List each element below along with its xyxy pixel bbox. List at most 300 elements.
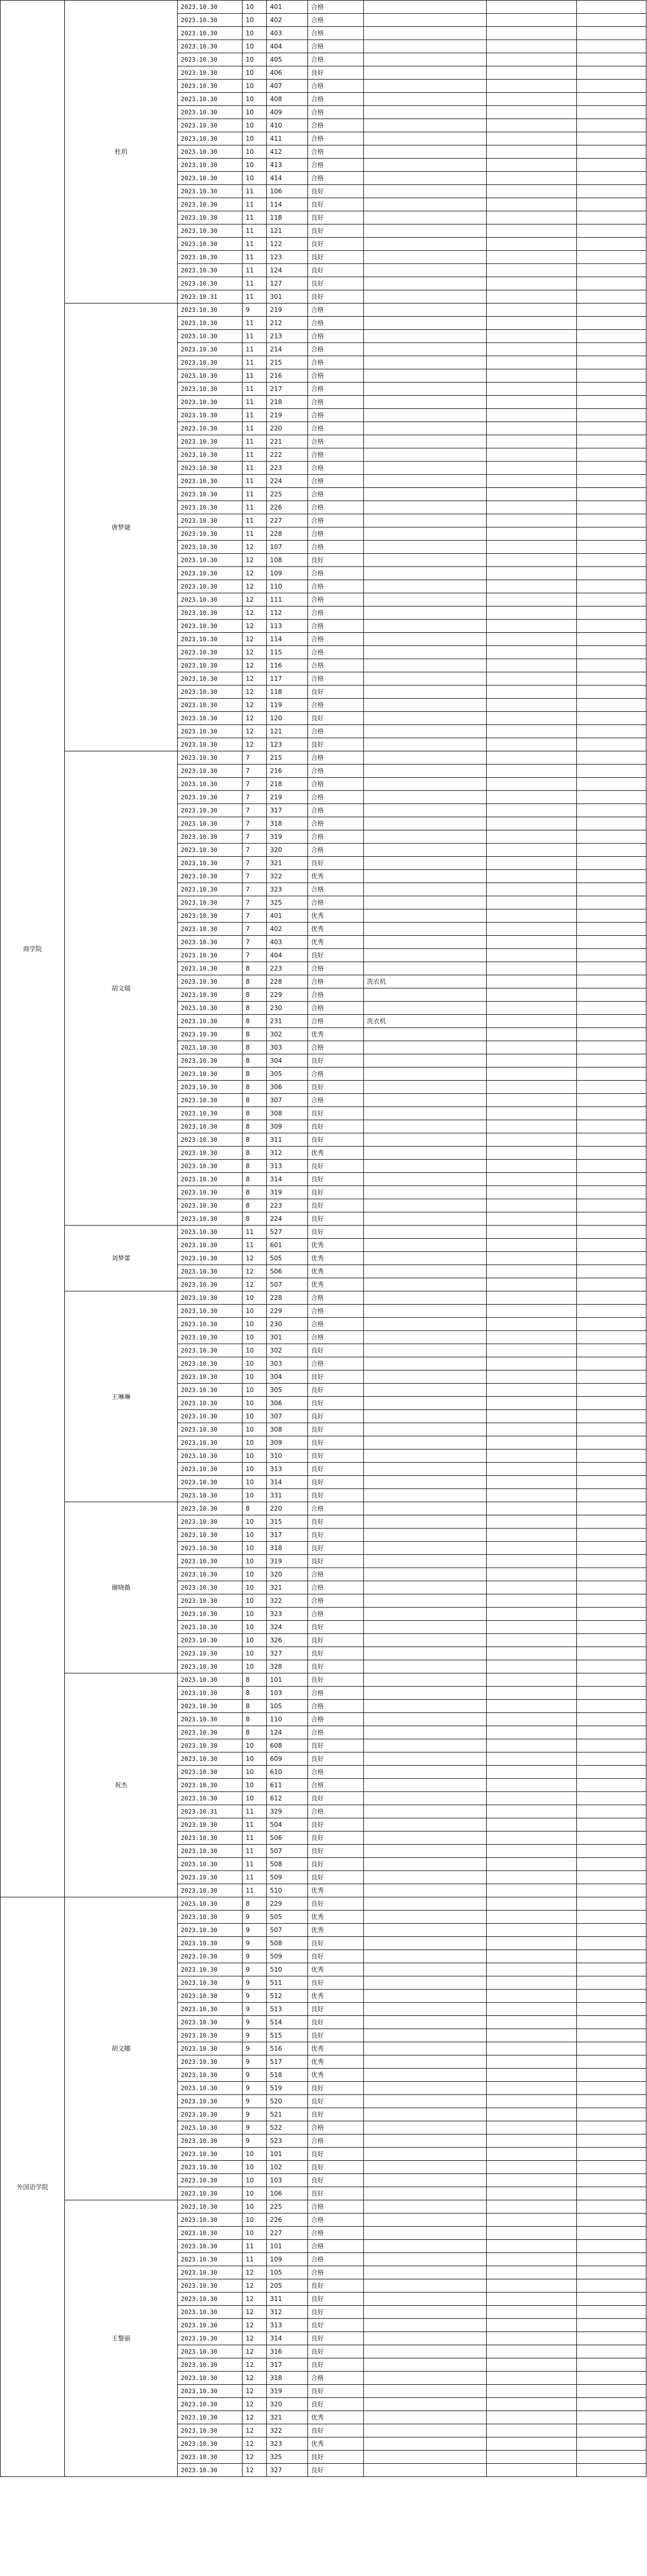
empty-cell <box>487 2055 577 2069</box>
room-cell: 508 <box>267 1937 308 1950</box>
date-cell: 2023.10.30 <box>178 1239 243 1252</box>
note-cell <box>364 2016 487 2029</box>
date-cell: 2023.10.30 <box>178 870 243 883</box>
empty-cell <box>487 14 577 27</box>
note-cell <box>364 1081 487 1094</box>
building-cell: 10 <box>243 132 267 145</box>
date-cell: 2023.10.30 <box>178 317 243 330</box>
building-cell: 8 <box>243 988 267 1002</box>
date-cell: 2023.10.30 <box>178 1067 243 1081</box>
empty-cell <box>577 1147 646 1160</box>
building-cell: 10 <box>243 1752 267 1766</box>
building-cell: 10 <box>243 2227 267 2240</box>
empty-cell <box>487 2095 577 2108</box>
note-cell <box>364 1067 487 1081</box>
grade-cell: 合格 <box>308 80 364 93</box>
empty-cell <box>577 554 646 567</box>
building-cell: 8 <box>243 1094 267 1107</box>
building-cell: 10 <box>243 172 267 185</box>
empty-cell <box>577 1002 646 1015</box>
empty-cell <box>577 80 646 93</box>
note-cell <box>364 1542 487 1555</box>
grade-cell: 良好 <box>308 2332 364 2345</box>
building-cell: 10 <box>243 1660 267 1673</box>
note-cell <box>364 317 487 330</box>
note-cell <box>364 2306 487 2319</box>
empty-cell <box>577 923 646 936</box>
date-cell: 2023.10.30 <box>178 672 243 685</box>
building-cell: 10 <box>243 1581 267 1594</box>
note-cell <box>364 2253 487 2266</box>
room-cell: 325 <box>267 896 308 909</box>
room-cell: 217 <box>267 383 308 396</box>
room-cell: 505 <box>267 1911 308 1924</box>
grade-cell: 良好 <box>308 2385 364 2398</box>
grade-cell: 良好 <box>308 1107 364 1120</box>
room-cell: 508 <box>267 1858 308 1871</box>
date-cell: 2023.10.30 <box>178 791 243 804</box>
grade-cell: 良好 <box>308 185 364 198</box>
table-row <box>1 1226 646 1239</box>
empty-cell <box>487 1713 577 1726</box>
room-cell: 409 <box>267 106 308 119</box>
note-cell <box>364 1713 487 1726</box>
empty-cell <box>487 2358 577 2372</box>
note-cell <box>364 1265 487 1278</box>
empty-cell <box>487 2082 577 2095</box>
room-cell: 305 <box>267 1384 308 1397</box>
building-cell: 12 <box>243 712 267 725</box>
room-cell: 123 <box>267 738 308 751</box>
room-cell: 317 <box>267 2358 308 2372</box>
date-cell: 2023.10.30 <box>178 751 243 765</box>
inspector-cell: 胡文瑞 <box>65 751 178 1226</box>
building-cell: 12 <box>243 1265 267 1278</box>
grade-cell: 优秀 <box>308 923 364 936</box>
note-cell <box>364 725 487 738</box>
note-cell <box>364 2108 487 2121</box>
note-cell <box>364 1252 487 1265</box>
date-cell: 2023.10.30 <box>178 2148 243 2161</box>
empty-cell <box>487 2003 577 2016</box>
room-cell: 518 <box>267 2069 308 2082</box>
grade-cell: 合格 <box>308 1713 364 1726</box>
building-cell: 12 <box>243 2358 267 2372</box>
empty-cell <box>487 1 577 14</box>
room-cell: 224 <box>267 475 308 488</box>
empty-cell <box>577 435 646 448</box>
building-cell: 8 <box>243 1120 267 1133</box>
date-cell: 2023.10.30 <box>178 1515 243 1529</box>
grade-cell: 良好 <box>308 2095 364 2108</box>
note-cell <box>364 132 487 145</box>
empty-cell <box>487 1792 577 1805</box>
grade-cell: 合格 <box>308 962 364 975</box>
empty-cell <box>577 2464 646 2477</box>
empty-cell <box>487 1687 577 1700</box>
building-cell: 9 <box>243 2055 267 2069</box>
empty-cell <box>487 93 577 106</box>
note-cell <box>364 198 487 211</box>
grade-cell: 良好 <box>308 554 364 567</box>
building-cell: 12 <box>243 2345 267 2358</box>
date-cell: 2023.10.30 <box>178 1660 243 1673</box>
building-cell: 7 <box>243 751 267 765</box>
building-cell: 10 <box>243 1608 267 1621</box>
room-cell: 514 <box>267 2016 308 2029</box>
room-cell: 414 <box>267 172 308 185</box>
empty-cell <box>577 2398 646 2411</box>
empty-cell <box>577 1990 646 2003</box>
empty-cell <box>487 1318 577 1331</box>
building-cell: 9 <box>243 1937 267 1950</box>
empty-cell <box>577 909 646 923</box>
empty-cell <box>577 1252 646 1265</box>
grade-cell: 优秀 <box>308 1884 364 1897</box>
date-cell: 2023.10.30 <box>178 765 243 778</box>
empty-cell <box>577 2424 646 2437</box>
room-cell: 306 <box>267 1081 308 1094</box>
date-cell: 2023.10.30 <box>178 699 243 712</box>
empty-cell <box>487 1344 577 1357</box>
room-cell: 411 <box>267 132 308 145</box>
note-cell <box>364 646 487 659</box>
date-cell: 2023.10.30 <box>178 1897 243 1911</box>
empty-cell <box>487 1463 577 1476</box>
date-cell: 2023.10.30 <box>178 1673 243 1687</box>
empty-cell <box>487 896 577 909</box>
date-cell: 2023.10.30 <box>178 238 243 251</box>
empty-cell <box>577 883 646 896</box>
empty-cell <box>487 738 577 751</box>
empty-cell <box>487 1133 577 1147</box>
date-cell: 2023.10.30 <box>178 1555 243 1568</box>
building-cell: 8 <box>243 1726 267 1739</box>
room-cell: 216 <box>267 765 308 778</box>
note-cell <box>364 738 487 751</box>
building-cell: 10 <box>243 145 267 159</box>
building-cell: 12 <box>243 2464 267 2477</box>
grade-cell: 合格 <box>308 1608 364 1621</box>
empty-cell <box>487 1015 577 1028</box>
building-cell: 7 <box>243 817 267 830</box>
date-cell: 2023.10.30 <box>178 1608 243 1621</box>
empty-cell <box>577 1226 646 1239</box>
room-cell: 122 <box>267 238 308 251</box>
note-cell <box>364 620 487 633</box>
empty-cell <box>487 80 577 93</box>
room-cell: 329 <box>267 1805 308 1818</box>
grade-cell: 良好 <box>308 2345 364 2358</box>
empty-cell <box>487 2134 577 2148</box>
empty-cell <box>577 1976 646 1990</box>
building-cell: 10 <box>243 1476 267 1489</box>
room-cell: 608 <box>267 1739 308 1752</box>
room-cell: 326 <box>267 1634 308 1647</box>
note-cell <box>364 1529 487 1542</box>
empty-cell <box>487 264 577 277</box>
empty-cell <box>577 1858 646 1871</box>
note-cell <box>364 1094 487 1107</box>
inspector-cell: 谢晓薇 <box>65 1502 178 1673</box>
grade-cell: 合格 <box>308 751 364 765</box>
empty-cell <box>487 238 577 251</box>
date-cell: 2023.10.30 <box>178 132 243 145</box>
room-cell: 303 <box>267 1041 308 1054</box>
empty-cell <box>577 1884 646 1897</box>
empty-cell <box>577 2003 646 2016</box>
grade-cell: 合格 <box>308 541 364 554</box>
note-cell <box>364 1410 487 1423</box>
grade-cell: 合格 <box>308 2121 364 2134</box>
empty-cell <box>487 1449 577 1463</box>
note-cell <box>364 778 487 791</box>
empty-cell <box>577 2200 646 2213</box>
empty-cell <box>577 1542 646 1555</box>
empty-cell <box>577 1081 646 1094</box>
empty-cell <box>487 1884 577 1897</box>
note-cell <box>364 857 487 870</box>
note-cell <box>364 383 487 396</box>
building-cell: 7 <box>243 857 267 870</box>
room-cell: 403 <box>267 936 308 949</box>
room-cell: 510 <box>267 1963 308 1976</box>
date-cell: 2023.10.30 <box>178 224 243 238</box>
empty-cell <box>487 2332 577 2345</box>
building-cell: 10 <box>243 66 267 80</box>
empty-cell <box>487 1436 577 1449</box>
date-cell: 2023.10.30 <box>178 106 243 119</box>
grade-cell: 合格 <box>308 501 364 514</box>
date-cell: 2023.10.30 <box>178 1423 243 1436</box>
empty-cell <box>487 1529 577 1542</box>
empty-cell <box>577 1766 646 1779</box>
empty-cell <box>487 2016 577 2029</box>
date-cell: 2023.10.30 <box>178 2082 243 2095</box>
date-cell: 2023.10.30 <box>178 409 243 422</box>
building-cell: 9 <box>243 1963 267 1976</box>
grade-cell: 良好 <box>308 290 364 303</box>
date-cell: 2023.10.30 <box>178 53 243 66</box>
note-cell <box>364 909 487 923</box>
date-cell: 2023.10.30 <box>178 1186 243 1199</box>
room-cell: 314 <box>267 2332 308 2345</box>
note-cell <box>364 2082 487 2095</box>
note-cell <box>364 1291 487 1305</box>
date-cell: 2023.10.30 <box>178 2029 243 2042</box>
building-cell: 10 <box>243 1318 267 1331</box>
note-cell: 洗衣机 <box>364 975 487 988</box>
room-cell: 227 <box>267 514 308 527</box>
room-cell: 321 <box>267 2411 308 2424</box>
building-cell: 9 <box>243 1976 267 1990</box>
empty-cell <box>487 1067 577 1081</box>
room-cell: 314 <box>267 1476 308 1489</box>
room-cell: 214 <box>267 343 308 356</box>
empty-cell <box>487 1924 577 1937</box>
note-cell <box>364 277 487 290</box>
empty-cell <box>487 1647 577 1660</box>
table-body <box>1 1 646 2477</box>
date-cell: 2023.10.30 <box>178 633 243 646</box>
date-cell: 2023.10.30 <box>178 567 243 580</box>
empty-cell <box>487 527 577 541</box>
room-cell: 313 <box>267 1463 308 1476</box>
empty-cell <box>487 1212 577 1226</box>
date-cell: 2023.10.30 <box>178 435 243 448</box>
grade-cell: 合格 <box>308 488 364 501</box>
building-cell: 10 <box>243 1449 267 1463</box>
date-cell: 2023.10.30 <box>178 1002 243 1015</box>
empty-cell <box>487 1766 577 1779</box>
note-cell <box>364 106 487 119</box>
room-cell: 314 <box>267 1173 308 1186</box>
building-cell: 10 <box>243 1739 267 1752</box>
grade-cell: 合格 <box>308 672 364 685</box>
empty-cell <box>577 1199 646 1212</box>
note-cell <box>364 2293 487 2306</box>
empty-cell <box>577 277 646 290</box>
empty-cell <box>487 2174 577 2187</box>
room-cell: 226 <box>267 2213 308 2227</box>
note-cell <box>364 1331 487 1344</box>
building-cell: 12 <box>243 2411 267 2424</box>
room-cell: 216 <box>267 369 308 383</box>
grade-cell: 合格 <box>308 93 364 106</box>
room-cell: 319 <box>267 2385 308 2398</box>
note-cell <box>364 870 487 883</box>
grade-cell: 良好 <box>308 2003 364 2016</box>
grade-cell: 优秀 <box>308 1963 364 1976</box>
date-cell: 2023.10.30 <box>178 1463 243 1476</box>
date-cell: 2023.10.30 <box>178 1133 243 1147</box>
grade-cell: 合格 <box>308 1502 364 1515</box>
grade-cell: 合格 <box>308 2227 364 2240</box>
room-cell: 324 <box>267 1621 308 1634</box>
empty-cell <box>577 2332 646 2345</box>
empty-cell <box>577 185 646 198</box>
note-cell <box>364 1911 487 1924</box>
date-cell: 2023.10.30 <box>178 2161 243 2174</box>
empty-cell <box>487 2213 577 2227</box>
grade-cell: 合格 <box>308 1568 364 1581</box>
note-cell <box>364 2358 487 2372</box>
room-cell: 323 <box>267 883 308 896</box>
empty-cell <box>577 870 646 883</box>
building-cell: 10 <box>243 2200 267 2213</box>
building-cell: 8 <box>243 1133 267 1147</box>
date-cell: 2023.10.30 <box>178 2055 243 2069</box>
room-cell: 404 <box>267 949 308 962</box>
note-cell <box>364 1924 487 1937</box>
note-cell <box>364 290 487 303</box>
building-cell: 11 <box>243 211 267 224</box>
empty-cell <box>487 1700 577 1713</box>
note-cell <box>364 1436 487 1449</box>
empty-cell <box>487 356 577 369</box>
empty-cell <box>577 2148 646 2161</box>
date-cell: 2023.10.30 <box>178 1265 243 1278</box>
empty-cell <box>577 738 646 751</box>
note-cell <box>364 1449 487 1463</box>
note-cell <box>364 396 487 409</box>
grade-cell: 合格 <box>308 2372 364 2385</box>
date-cell: 2023.10.30 <box>178 1489 243 1502</box>
empty-cell <box>577 2451 646 2464</box>
building-cell: 12 <box>243 567 267 580</box>
grade-cell: 优秀 <box>308 1911 364 1924</box>
grade-cell: 合格 <box>308 896 364 909</box>
note-cell <box>364 1384 487 1397</box>
empty-cell <box>577 857 646 870</box>
note-cell <box>364 712 487 725</box>
note-cell <box>364 2121 487 2134</box>
empty-cell <box>487 1094 577 1107</box>
grade-cell: 良好 <box>308 1752 364 1766</box>
grade-cell: 合格 <box>308 659 364 672</box>
grade-cell: 合格 <box>308 527 364 541</box>
date-cell: 2023.10.30 <box>178 1568 243 1581</box>
date-cell: 2023.10.30 <box>178 277 243 290</box>
empty-cell <box>577 962 646 975</box>
empty-cell <box>487 1120 577 1133</box>
empty-cell <box>577 1634 646 1647</box>
room-cell: 311 <box>267 2293 308 2306</box>
room-cell: 223 <box>267 962 308 975</box>
grade-cell: 良好 <box>308 1937 364 1950</box>
empty-cell <box>487 1384 577 1397</box>
building-cell: 12 <box>243 2424 267 2437</box>
note-cell <box>364 1278 487 1291</box>
grade-cell: 合格 <box>308 1805 364 1818</box>
room-cell: 229 <box>267 988 308 1002</box>
grade-cell: 良好 <box>308 1133 364 1147</box>
empty-cell <box>577 1107 646 1120</box>
building-cell: 10 <box>243 1529 267 1542</box>
empty-cell <box>487 435 577 448</box>
grade-cell: 良好 <box>308 1845 364 1858</box>
date-cell: 2023.10.30 <box>178 2293 243 2306</box>
date-cell: 2023.10.30 <box>178 1305 243 1318</box>
date-cell: 2023.10.30 <box>178 1779 243 1792</box>
grade-cell: 优秀 <box>308 1265 364 1278</box>
date-cell: 2023.10.30 <box>178 1950 243 1963</box>
empty-cell <box>577 2266 646 2279</box>
date-cell: 2023.10.30 <box>178 475 243 488</box>
empty-cell <box>487 1963 577 1976</box>
empty-cell <box>487 1594 577 1608</box>
note-cell <box>364 554 487 567</box>
empty-cell <box>487 1752 577 1766</box>
note-cell <box>364 1476 487 1489</box>
date-cell: 2023.10.30 <box>178 2424 243 2437</box>
building-cell: 11 <box>243 396 267 409</box>
room-cell: 612 <box>267 1792 308 1805</box>
empty-cell <box>577 1871 646 1884</box>
grade-cell: 合格 <box>308 475 364 488</box>
date-cell: 2023.10.30 <box>178 2121 243 2134</box>
note-cell <box>364 1107 487 1120</box>
note-cell <box>364 804 487 817</box>
empty-cell <box>487 2424 577 2437</box>
note-cell <box>364 1028 487 1041</box>
grade-cell: 合格 <box>308 975 364 988</box>
room-cell: 215 <box>267 356 308 369</box>
grade-cell: 良好 <box>308 1555 364 1568</box>
building-cell: 11 <box>243 475 267 488</box>
date-cell: 2023.10.30 <box>178 1081 243 1094</box>
room-cell: 406 <box>267 66 308 80</box>
